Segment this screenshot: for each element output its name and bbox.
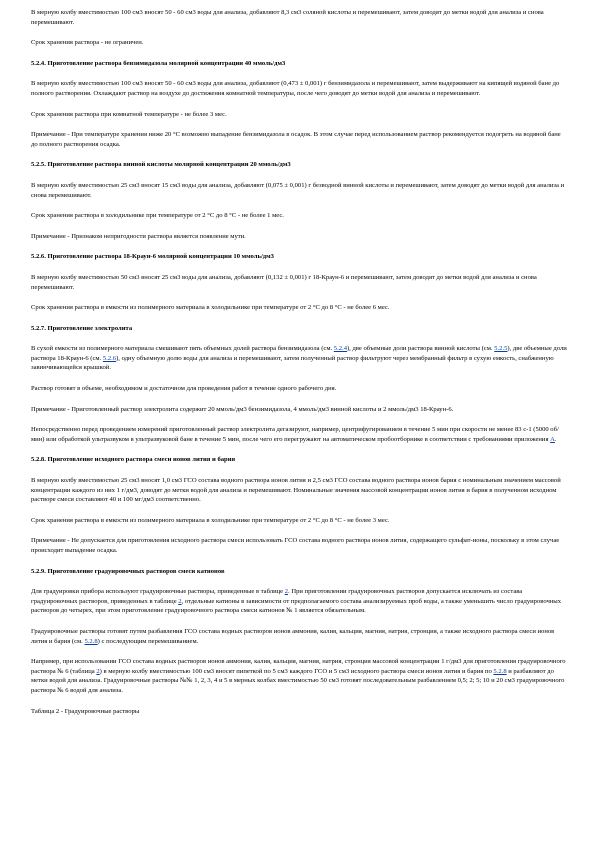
cross-reference-link[interactable]: 5.2.8	[493, 667, 507, 675]
paragraph	[31, 405, 568, 415]
text-segment: 5.2.9. Приготовление градуировочных растворов смеси катионов	[31, 567, 225, 575]
paragraph	[31, 79, 568, 98]
text-segment: и разбавляют до метки водой для анализа. Градуировочные растворы №№ 1, 2, 3, 4 и 5 в мерных колбах вместимостью 50 см3 готовят последовательным разбавлением 0,5; 2; 5; 10 и 20 см3 градуировочного раствора № 6 водой для анализа.	[31, 667, 565, 694]
paragraph	[31, 587, 568, 616]
text-segment: В мерную колбу вместимостью 25 см3 вносят 15 см3 воды для анализа, добавляют (0,075 ± 0,001) г безводной винной кислоты и перемешивают, затем доводят до метки водой для анализа и снова перемешивают.	[31, 181, 565, 199]
cross-reference-link[interactable]: 2	[284, 588, 289, 596]
section-heading	[31, 324, 568, 334]
text-segment: Срок хранения раствора в емкости из полимерного материала в холодильнике при температуре от 2 °С до 8 °С - не более 6 мес.	[31, 304, 390, 312]
text-segment: В мерную колбу вместимостью 25 см3 вносят 1,0 см3 ГСО состава водного раствора ионов лития и 2,5 см3 ГСО состава водного раствора ионов бария с номинальным значением массовой концентрации каждого из них 1 г/дм3, доводят до метки водой для анализа и перемешивают. Номинальные значения массовой концентрации ионов лития и бария в полученном исходном растворе смеси составляют 40 и 100 мг/дм3 соответственно.	[31, 477, 561, 504]
text-segment: , отдельные катионы в зависимости от предполагаемого состава анализируемых проб воды, а также уменьшить число градуировочных растворов до четырех, при этом приготовление градуировочного раствора смеси катионов № 1 является обязательным.	[31, 597, 562, 615]
cross-reference-link[interactable]: 5.2.8	[84, 637, 98, 645]
text-segment: ), две объемные доли раствора винной кислоты (см.	[346, 345, 495, 353]
cross-reference-link[interactable]: 5.2.4	[333, 345, 347, 353]
paragraph	[31, 536, 568, 555]
paragraph	[31, 130, 568, 149]
paragraph	[31, 211, 568, 221]
paragraph	[31, 273, 568, 292]
section-heading	[31, 252, 568, 262]
paragraph	[31, 516, 568, 526]
cross-reference-link[interactable]: А	[550, 435, 555, 443]
text-segment: 5.2.8. Приготовление исходного раствора смеси ионов лития и бария	[31, 456, 236, 464]
text-segment: Примечание - Признаком непригодности раствора является появление мути.	[31, 232, 246, 240]
text-segment: Градуировочные растворы готовят путем разбавления ГСО состава водных растворов ионов аммония, калия, кальция, магния, натрия, стронция, а также исходного раствора смеси ионов лития и бария (см.	[31, 627, 555, 645]
text-segment: 5.2.5. Приготовление раствора винной кислоты молярной концентрации 20 ммоль/дм3	[31, 161, 291, 169]
text-segment: Срок хранения раствора при комнатной температуре - не более 3 мес.	[31, 110, 227, 118]
text-segment: ) с последующим перемешиванием.	[97, 637, 199, 645]
text-segment: Непосредственно перед проведением измерений приготовленный раствор электролита дегазируют, например, центрифугированием в течение 5 мин при скорости не менее 83 с-1 (5000 об/мин) или обработкой ультразвуком в ультразвуковой бане в течение 5 мин, после чего его перегружают на автоматическом пробоотборнике в соответствии с требованиями приложения	[31, 426, 559, 443]
paragraph	[31, 8, 568, 27]
text-segment: Раствор готовят в объеме, необходимом и достаточном для проведения работ в течение одного рабочего дня.	[31, 385, 337, 393]
paragraph	[31, 384, 568, 394]
text-segment: В мерную колбу вместимостью 100 см3 вносят 50 - 60 см3 воды для анализа, добавляют (0,473 ± 0,001) г бензимидазола и перемешивают, затем выдерживают на кипящей водяной бане до полного растворения. Охлаждают раствор на воздухе до достижения комнатной температуры, после чего доводят до метки водой для анализа и перемешивают.	[31, 80, 560, 97]
text-segment: Срок хранения раствора в емкости из полимерного материала в холодильнике при температуре от 2 °С до 8 °С - не более 3 мес.	[31, 516, 390, 524]
section-heading	[31, 160, 568, 170]
text-segment: В сухой емкости из полимерного материала смешивают пять объемных долей раствора бензимидазола (см.	[31, 345, 334, 353]
text-segment: 5.2.7. Приготовление электролита	[31, 324, 133, 332]
paragraph	[31, 344, 568, 373]
paragraph	[31, 38, 568, 48]
text-segment: В мерную колбу вместимостью 50 см3 вносят 25 см3 воды для анализа, добавляют (0,132 ± 0,001) г 18-Краун-6 и перемешивают, затем доводят до метки водой для анализа и снова перемешивают.	[31, 273, 537, 291]
document-page	[31, 8, 568, 727]
text-segment: ) в мерную колбу вместимостью 100 см3 вносят пипеткой по 5 см3 каждого ГСО и 5 см3 исходного раствора смеси ионов лития и бария по	[99, 667, 494, 675]
text-segment: Примечание - Приготовленный раствор электролита содержит 20 ммоль/дм3 бензимидазола, 4 ммоль/дм3 винной кислоты и 2 ммоль/дм3 18-Краун-6.	[31, 405, 454, 413]
text-segment: Срок хранения раствора в холодильнике при температуре от 2 °С до 8 °С - не более 1 мес.	[31, 212, 284, 220]
text-segment: Примечание - Не допускается для приготовления исходного раствора смеси использовать ГСО состава водного раствора ионов лития, содержащего сульфат-ионы, поскольку в этом случае происходит выпадение осадка.	[31, 537, 560, 554]
cross-reference-link[interactable]: 2	[96, 667, 100, 675]
paragraph	[31, 181, 568, 200]
paragraph	[31, 476, 568, 505]
paragraph	[31, 425, 568, 444]
paragraph	[31, 627, 568, 646]
text-segment: ), две объемные доли раствора 18-Краун-6 (см.	[31, 345, 567, 362]
section-heading	[31, 455, 568, 465]
paragraph	[31, 232, 568, 242]
paragraph	[31, 303, 568, 313]
text-segment: Например, при использовании ГСО состава водных растворов ионов аммония, калия, кальция, магния, натрия, стронция массовой концентрации 1 г/дм3 для приготовления градуировочного раствора № 6 (таблица	[31, 658, 566, 675]
paragraph	[31, 707, 568, 717]
section-heading	[31, 567, 568, 577]
paragraph	[31, 110, 568, 120]
text-segment: Примечание - При температуре хранения ниже 20 °С возможно выпадение бензимидазола в осадок. В этом случае перед использованием раствор рекомендуется подогреть на водяной бане до полного растворения осадка.	[31, 131, 561, 148]
text-segment: .	[554, 435, 557, 443]
text-segment: Для градуировки прибора используют градуировочные растворы, приведенные в таблице	[31, 588, 285, 596]
cross-reference-link[interactable]: 5.2.6	[102, 354, 117, 362]
text-segment: В мерную колбу вместимостью 100 см3 вносят 50 - 60 см3 воды для анализа, добавляют 8,3 см3 соляной кислоты и перемешивают, затем доводят до метки водой для анализа и снова перемешивают.	[31, 9, 544, 26]
paragraph	[31, 657, 568, 695]
cross-reference-link[interactable]: 5.2.5	[494, 345, 508, 353]
text-segment: Срок хранения раствора - не ограничен.	[31, 39, 144, 47]
text-segment: 5.2.6. Приготовление раствора 18-Краун-6 молярной концентрации 10 ммоль/дм3	[31, 253, 274, 261]
text-segment: 5.2.4. Приготовление раствора бензимидазола молярной концентрации 40 ммоль/дм3	[31, 59, 286, 67]
cross-reference-link[interactable]: 2	[178, 597, 182, 605]
text-segment: . При приготовлении градуировочных растворов допускается исключать из состава градуировочных растворов, приведенных в таблице	[31, 588, 523, 605]
text-segment: Таблица 2 - Градуировочные растворы	[31, 707, 140, 715]
text-segment: ), одну объемную долю воды для анализа и перемешивают, затем полученный раствор фильтруют через мембранный фильтр в сухую емкость, снабженную завинчивающейся крышкой.	[31, 354, 554, 372]
section-heading	[31, 59, 568, 69]
